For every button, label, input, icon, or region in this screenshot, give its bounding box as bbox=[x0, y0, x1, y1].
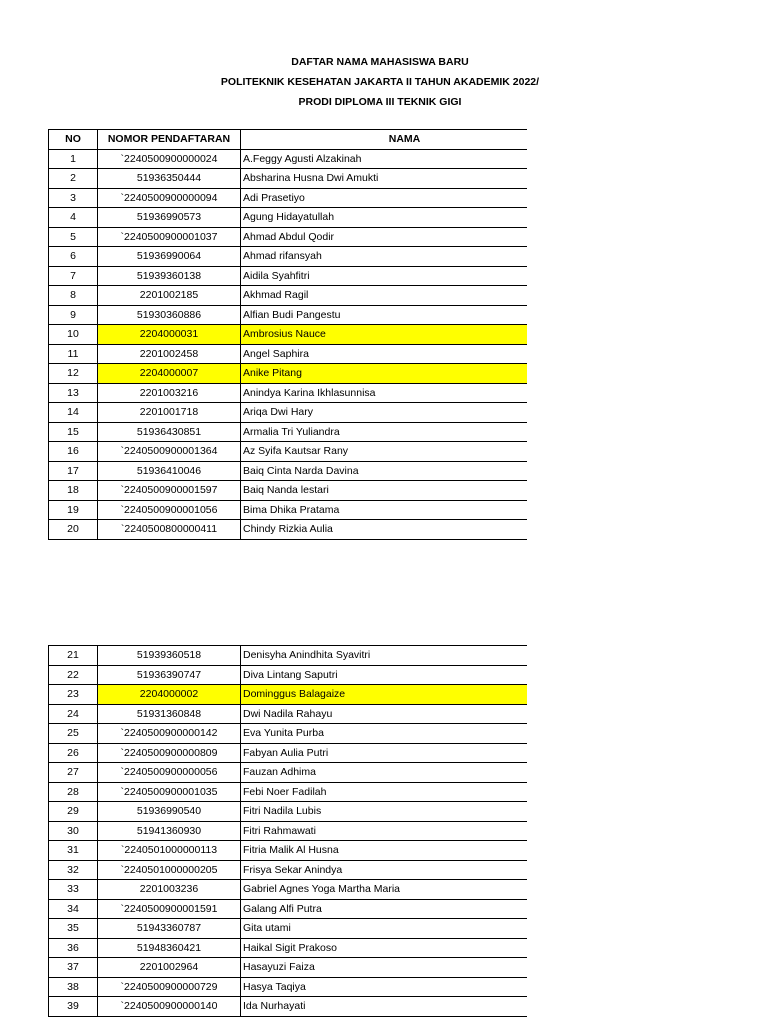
cell-student-name: Frisya Sekar Anindya bbox=[241, 860, 528, 880]
table-row bbox=[49, 481, 528, 501]
cell-student-name: Akhmad Ragil bbox=[241, 286, 528, 306]
cell-registration-number: 51936990540 bbox=[98, 802, 241, 822]
cell-student-name: Hasya Taqiya bbox=[241, 977, 528, 997]
cell-student-name: Baiq Cinta Narda Davina bbox=[241, 461, 528, 481]
table-row bbox=[49, 364, 528, 384]
cell-student-name: Gabriel Agnes Yoga Martha Maria bbox=[241, 880, 528, 900]
cell-student-name: Dwi Nadila Rahayu bbox=[241, 704, 528, 724]
table-row bbox=[49, 704, 528, 724]
cell-no: 31 bbox=[49, 841, 98, 861]
cell-registration-number: 2204000007 bbox=[98, 364, 241, 384]
cell-student-name: Baiq Nanda lestari bbox=[241, 481, 528, 501]
cell-registration-number: 51939360138 bbox=[98, 266, 241, 286]
cell-student-name: Galang Alfi Putra bbox=[241, 899, 528, 919]
cell-no: 16 bbox=[49, 442, 98, 462]
cell-registration-number: 51936390747 bbox=[98, 665, 241, 685]
table-row bbox=[49, 422, 528, 442]
table-row bbox=[49, 919, 528, 939]
table-row bbox=[49, 227, 528, 247]
table-row bbox=[49, 646, 528, 666]
table-row bbox=[49, 383, 528, 403]
table-viewport-1 bbox=[48, 129, 527, 541]
cell-no: 26 bbox=[49, 743, 98, 763]
document-header bbox=[0, 52, 760, 112]
cell-student-name: Fitri Nadila Lubis bbox=[241, 802, 528, 822]
cell-student-name: Armalia Tri Yuliandra bbox=[241, 422, 528, 442]
cell-student-name: Angel Saphira bbox=[241, 344, 528, 364]
table-row bbox=[49, 724, 528, 744]
table-row bbox=[49, 520, 528, 540]
cell-no: 15 bbox=[49, 422, 98, 442]
cell-no: 12 bbox=[49, 364, 98, 384]
cell-registration-number: 51948360421 bbox=[98, 938, 241, 958]
cell-registration-number: `2240500900001037 bbox=[98, 227, 241, 247]
table-body-1 bbox=[49, 149, 528, 539]
cell-registration-number: 2201002964 bbox=[98, 958, 241, 978]
cell-student-name: Ahmad Abdul Qodir bbox=[241, 227, 528, 247]
cell-student-name: A.Feggy Agusti Alzakinah bbox=[241, 149, 528, 169]
header-title: DAFTAR NAMA MAHASISWA BARU bbox=[291, 56, 469, 68]
cell-no: 30 bbox=[49, 821, 98, 841]
cell-no: 3 bbox=[49, 188, 98, 208]
cell-registration-number: `2240500900001364 bbox=[98, 442, 241, 462]
column-header-name: NAMA bbox=[241, 130, 528, 150]
cell-registration-number: 51931360848 bbox=[98, 704, 241, 724]
cell-no: 33 bbox=[49, 880, 98, 900]
cell-no: 6 bbox=[49, 247, 98, 267]
table-row bbox=[49, 782, 528, 802]
cell-registration-number: `2240500900000729 bbox=[98, 977, 241, 997]
cell-student-name: Fitri Rahmawati bbox=[241, 821, 528, 841]
cell-no: 21 bbox=[49, 646, 98, 666]
table-viewport-2 bbox=[48, 645, 527, 1024]
cell-student-name: Fauzan Adhima bbox=[241, 763, 528, 783]
cell-registration-number: 51941360930 bbox=[98, 821, 241, 841]
cell-registration-number: 51930360886 bbox=[98, 305, 241, 325]
cell-student-name: Anike Pitang bbox=[241, 364, 528, 384]
cell-no: 28 bbox=[49, 782, 98, 802]
table-row bbox=[49, 841, 528, 861]
table-row bbox=[49, 938, 528, 958]
cell-student-name: Adi Prasetiyo bbox=[241, 188, 528, 208]
cell-no: 11 bbox=[49, 344, 98, 364]
cell-no: 20 bbox=[49, 520, 98, 540]
cell-student-name: Az Syifa Kautsar Rany bbox=[241, 442, 528, 462]
table-row bbox=[49, 958, 528, 978]
cell-registration-number: `2240500900000140 bbox=[98, 997, 241, 1017]
cell-registration-number: `2240500900000142 bbox=[98, 724, 241, 744]
cell-no: 7 bbox=[49, 266, 98, 286]
cell-no: 13 bbox=[49, 383, 98, 403]
table-row bbox=[49, 665, 528, 685]
table-row bbox=[49, 763, 528, 783]
cell-registration-number: `2240500900000809 bbox=[98, 743, 241, 763]
table-row bbox=[49, 344, 528, 364]
cell-registration-number: `2240500900001035 bbox=[98, 782, 241, 802]
cell-registration-number: 51936990573 bbox=[98, 208, 241, 228]
cell-student-name: Ambrosius Nauce bbox=[241, 325, 528, 345]
cell-registration-number: 2201001718 bbox=[98, 403, 241, 423]
cell-no: 25 bbox=[49, 724, 98, 744]
cell-registration-number: `2240501000000113 bbox=[98, 841, 241, 861]
cell-no: 19 bbox=[49, 500, 98, 520]
cell-registration-number: 2201002185 bbox=[98, 286, 241, 306]
cell-no: 24 bbox=[49, 704, 98, 724]
cell-registration-number: 2204000002 bbox=[98, 685, 241, 705]
cell-registration-number: `2240500900001056 bbox=[98, 500, 241, 520]
table-row bbox=[49, 685, 528, 705]
cell-no: 10 bbox=[49, 325, 98, 345]
table-row bbox=[49, 442, 528, 462]
table-row bbox=[49, 403, 528, 423]
cell-student-name: Dominggus Balagaize bbox=[241, 685, 528, 705]
table-row bbox=[49, 880, 528, 900]
cell-no: 8 bbox=[49, 286, 98, 306]
column-header-no: NO bbox=[49, 130, 98, 150]
table-row bbox=[49, 802, 528, 822]
cell-no: 17 bbox=[49, 461, 98, 481]
student-table-2 bbox=[48, 645, 527, 1017]
table-row bbox=[49, 500, 528, 520]
cell-student-name: Haikal Sigit Prakoso bbox=[241, 938, 528, 958]
cell-registration-number: `2240500900000094 bbox=[98, 188, 241, 208]
cell-no: 36 bbox=[49, 938, 98, 958]
cell-no: 37 bbox=[49, 958, 98, 978]
cell-registration-number: 51939360518 bbox=[98, 646, 241, 666]
cell-no: 38 bbox=[49, 977, 98, 997]
cell-registration-number: 2204000031 bbox=[98, 325, 241, 345]
cell-student-name: Eva Yunita Purba bbox=[241, 724, 528, 744]
cell-student-name: Hasayuzi Faiza bbox=[241, 958, 528, 978]
cell-student-name: Fabyan Aulia Putri bbox=[241, 743, 528, 763]
table-row bbox=[49, 461, 528, 481]
table-row bbox=[49, 188, 528, 208]
cell-no: 9 bbox=[49, 305, 98, 325]
cell-registration-number: 2201002458 bbox=[98, 344, 241, 364]
cell-no: 2 bbox=[49, 169, 98, 189]
cell-student-name: Anindya Karina Ikhlasunnisa bbox=[241, 383, 528, 403]
student-table-1 bbox=[48, 129, 527, 540]
table-row bbox=[49, 149, 528, 169]
cell-registration-number: 51936350444 bbox=[98, 169, 241, 189]
table-row bbox=[49, 247, 528, 267]
cell-registration-number: 51936410046 bbox=[98, 461, 241, 481]
cell-registration-number: `2240501000000205 bbox=[98, 860, 241, 880]
cell-no: 34 bbox=[49, 899, 98, 919]
cell-registration-number: `2240500900001591 bbox=[98, 899, 241, 919]
table-row bbox=[49, 305, 528, 325]
header-institution: POLITEKNIK KESEHATAN JAKARTA II TAHUN AKADEMIK 2022/ bbox=[220, 76, 540, 88]
table-row bbox=[49, 899, 528, 919]
cell-registration-number: `2240500800000411 bbox=[98, 520, 241, 540]
cell-student-name: Absharina Husna Dwi Amukti bbox=[241, 169, 528, 189]
cell-student-name: Chindy Rizkia Aulia bbox=[241, 520, 528, 540]
cell-no: 39 bbox=[49, 997, 98, 1017]
cell-student-name: Ida Nurhayati bbox=[241, 997, 528, 1017]
table-body-2 bbox=[49, 646, 528, 1017]
cell-student-name: Denisyha Anindhita Syavitri bbox=[241, 646, 528, 666]
table-row bbox=[49, 169, 528, 189]
table-row bbox=[49, 208, 528, 228]
cell-student-name: Gita utami bbox=[241, 919, 528, 939]
cell-registration-number: 2201003216 bbox=[98, 383, 241, 403]
column-header-registration: NOMOR PENDAFTARAN bbox=[98, 130, 241, 150]
table-row bbox=[49, 860, 528, 880]
cell-registration-number: 51936990064 bbox=[98, 247, 241, 267]
header-program: PRODI DIPLOMA III TEKNIK GIGI bbox=[298, 96, 462, 108]
cell-student-name: Ahmad rifansyah bbox=[241, 247, 528, 267]
table-row bbox=[49, 325, 528, 345]
cell-student-name: Agung Hidayatullah bbox=[241, 208, 528, 228]
cell-registration-number: 2201003236 bbox=[98, 880, 241, 900]
cell-no: 1 bbox=[49, 149, 98, 169]
cell-no: 29 bbox=[49, 802, 98, 822]
table-row bbox=[49, 286, 528, 306]
table-row bbox=[49, 743, 528, 763]
cell-registration-number: 51936430851 bbox=[98, 422, 241, 442]
cell-no: 4 bbox=[49, 208, 98, 228]
cell-no: 23 bbox=[49, 685, 98, 705]
cell-registration-number: `2240500900001597 bbox=[98, 481, 241, 501]
cell-student-name: Bima Dhika Pratama bbox=[241, 500, 528, 520]
cell-registration-number: 51943360787 bbox=[98, 919, 241, 939]
cell-student-name: Ariqa Dwi Hary bbox=[241, 403, 528, 423]
cell-student-name: Febi Noer Fadilah bbox=[241, 782, 528, 802]
table-row bbox=[49, 977, 528, 997]
cell-student-name: Diva Lintang Saputri bbox=[241, 665, 528, 685]
cell-no: 5 bbox=[49, 227, 98, 247]
cell-student-name: Alfian Budi Pangestu bbox=[241, 305, 528, 325]
cell-no: 27 bbox=[49, 763, 98, 783]
cell-student-name: Fitria Malik Al Husna bbox=[241, 841, 528, 861]
cell-registration-number: `2240500900000056 bbox=[98, 763, 241, 783]
cell-no: 35 bbox=[49, 919, 98, 939]
cell-no: 14 bbox=[49, 403, 98, 423]
cell-no: 32 bbox=[49, 860, 98, 880]
cell-no: 18 bbox=[49, 481, 98, 501]
table-row bbox=[49, 266, 528, 286]
cell-no: 22 bbox=[49, 665, 98, 685]
table-header-row bbox=[49, 130, 528, 150]
cell-registration-number: `2240500900000024 bbox=[98, 149, 241, 169]
cell-student-name: Aidila Syahfitri bbox=[241, 266, 528, 286]
table-row bbox=[49, 821, 528, 841]
table-row bbox=[49, 997, 528, 1017]
